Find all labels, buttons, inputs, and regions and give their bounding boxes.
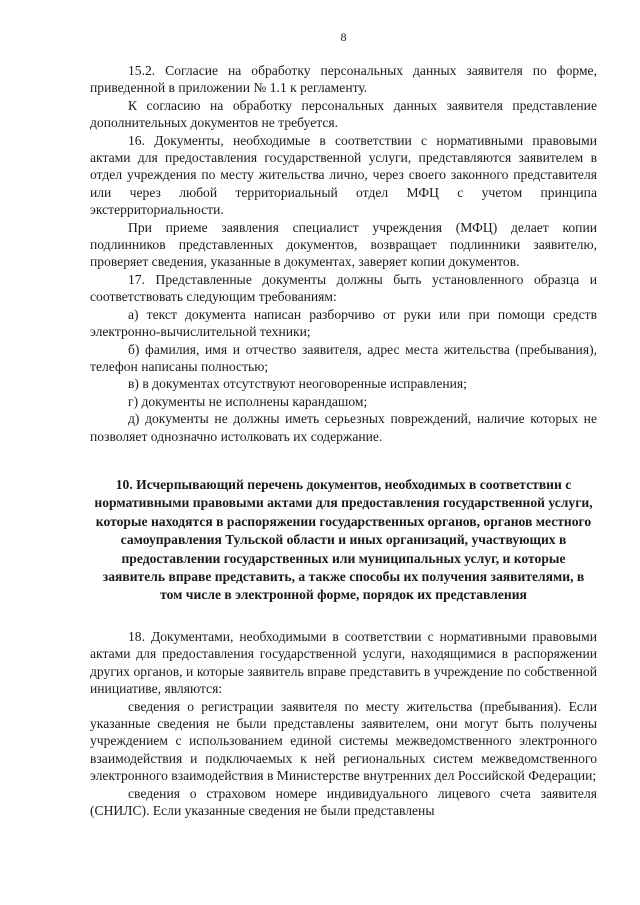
list-item-b: б) фамилия, имя и отчество заявителя, адрес места жительства (пребывания), телефон написаны полностью; [90, 341, 597, 374]
paragraph-consent-note: К согласию на обработку персональных данных заявителя представление дополнительных документов не требуется. [90, 97, 597, 131]
list-item-g: г) документы не исполнены карандашом; [128, 393, 368, 409]
section-10-heading: 10. Исчерпывающий перечень документов, необходимых в соответствии с нормативными правовыми актами для предоставления государственной услуги, которые находятся в распоряжении государственных органов, органов местного самоуправления Тульской области и иных организаций, участвующих в предоставлении государственных или муниципальных услуг, и которые заявитель вправе представить, а также способы их получения заявителями, в том числе в электронной форме, порядок их представления [94, 477, 593, 603]
paragraph-15-2: 15.2. Согласие на обработку персональных данных заявителя по форме, приведенной в приложении № 1.1 к регламенту. [90, 63, 597, 96]
paragraph-mfc-copies: При приеме заявления специалист учреждения (МФЦ) делает копии подлинников представленных документов, возвращает подлинники заявителю, проверяет сведения, указанные в документах, заверяет копии документов. [90, 219, 597, 270]
list-item-d: д) документы не должны иметь серьезных повреждений, наличие которых не позволяет однозначно истолковать их содержание. [90, 411, 597, 444]
page-number: 8 [340, 30, 347, 44]
list-item-v: в) в документах отсутствуют неоговоренные исправления; [128, 376, 467, 392]
paragraphs-18 [90, 628, 597, 819]
paragraph-17: 17. Представленные документы должны быть установленного образца и соответствовать следующим требованиям: [90, 271, 597, 305]
paragraph-16: 16. Документы, необходимые в соответствии с нормативными правовыми актами для предоставления государственной услуги, представляются заявителем в отдел учреждения по месту жительства лично, через своего законного представителя или через любой территориальный отдел МФЦ с учетом принципа экстерриториальности. [90, 132, 597, 218]
list-item-a: а) текст документа написан разборчиво от руки или при помощи средств электронно-вычислительной техники; [90, 306, 597, 340]
paragraph-18: 18. Документами, необходимыми в соответствии с нормативными правовыми актами для предоставления государственной услуги, находящимися в распоряжении других органов, и которые заявитель вправе представить в учреждение по собственной инициативе, являются: [90, 629, 597, 697]
paragraph-registration-info: сведения о регистрации заявителя по месту жительства (пребывания). Если указанные сведения не были представлены заявителем, они могут быть получены учреждением с использованием единой системы межведомственного электронного взаимодействия и подключаемых к ней региональных систем межведомственного электронного взаимодействия в Министерстве внутренних дел Российской Федерации; [90, 698, 597, 784]
paragraph-snils-info: сведения о страховом номере индивидуального лицевого счета заявителя (СНИЛС). Если указанные сведения не были представлены [90, 785, 597, 819]
paragraphs-15-17 [90, 62, 597, 445]
